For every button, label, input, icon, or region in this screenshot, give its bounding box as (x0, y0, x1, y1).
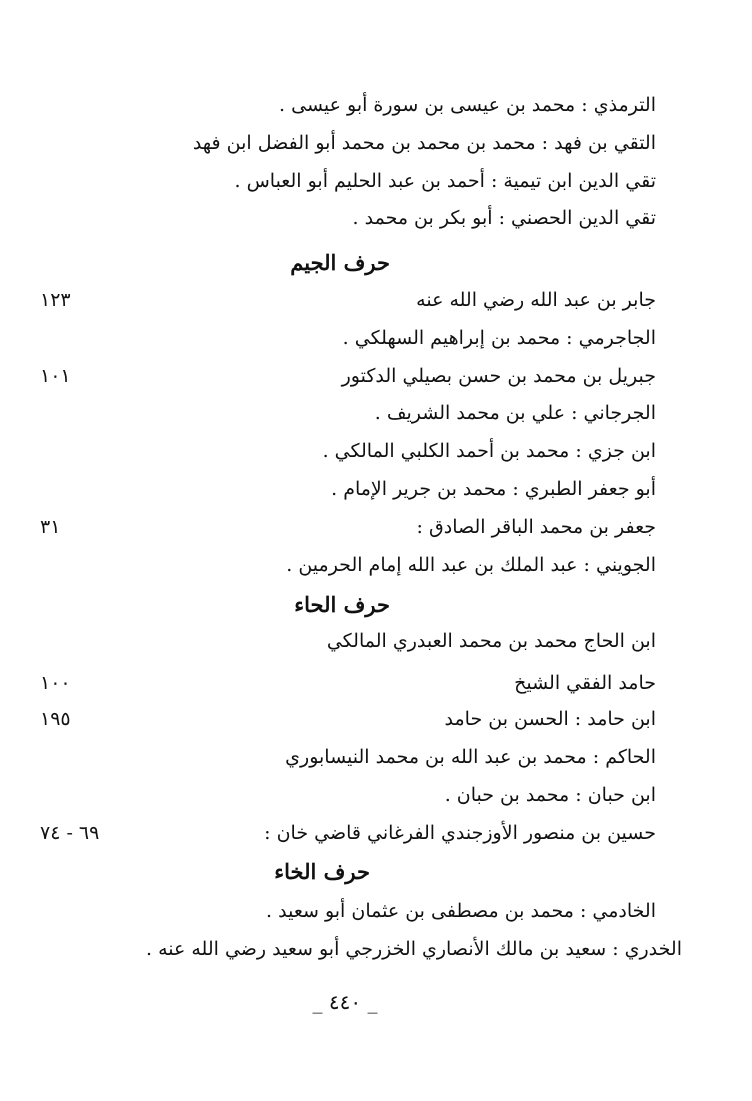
entry-name: الخادمي : محمد بن مصطفى بن عثمان أبو سعيد . (266, 900, 656, 922)
entry-name: حسين بن منصور الأوزجندي الفرغاني قاضي خان : (264, 822, 656, 844)
entry-name: تقي الدين الحصني : أبو بكر بن محمد . (352, 207, 656, 229)
index-entry (40, 814, 656, 852)
entry-name: الجويني : عبد الملك بن عبد الله إمام الحرمين . (286, 554, 656, 576)
index-entry (40, 432, 656, 470)
index-entry (40, 470, 656, 508)
index-entry (40, 394, 656, 432)
entry-page-ref: ١٠١ (40, 365, 71, 387)
index-entry (40, 700, 656, 738)
section-heading: حرف الخاء (274, 859, 370, 884)
entry-name: جابر بن عبد الله رضي الله عنه (416, 289, 656, 311)
entry-name: تقي الدين ابن تيمية : أحمد بن عبد الحليم أبو العباس . (234, 170, 656, 192)
entry-page-ref: ٦٩ - ٧٤ (40, 822, 100, 844)
entry-page-ref: ١٩٥ (40, 708, 71, 730)
entry-page-ref: ١٠٠ (40, 672, 71, 694)
entry-name: حامد الفقي الشيخ (514, 672, 656, 694)
index-entry (40, 546, 656, 584)
entry-name: ابن جزي : محمد بن أحمد الكلبي المالكي . (322, 440, 656, 462)
index-entry (40, 776, 656, 814)
entry-name: الجرجاني : علي بن محمد الشريف . (374, 402, 656, 424)
entry-name: الحاكم : محمد بن عبد الله بن محمد النيسابوري (285, 746, 656, 768)
index-entry (40, 124, 656, 162)
entry-name: الجاجرمي : محمد بن إبراهيم السهلكي . (342, 327, 656, 349)
entry-name: ابن حبان : محمد بن حبان . (444, 784, 656, 806)
section-heading: حرف الجيم (290, 250, 390, 275)
index-entry (40, 664, 656, 702)
entry-name: جعفر بن محمد الباقر الصادق : (416, 516, 656, 538)
entry-name: التقي بن فهد : محمد بن محمد بن محمد أبو الفضل ابن فهد (192, 132, 656, 154)
entry-name: ابن الحاج محمد بن محمد العبدري المالكي (326, 630, 656, 652)
entry-name: أبو جعفر الطبري : محمد بن جرير الإمام . (331, 478, 656, 500)
entry-name: الخدري : سعيد بن مالك الأنصاري الخزرجي أبو سعيد رضي الله عنه . (146, 938, 682, 960)
index-entry (40, 622, 656, 660)
index-entry (40, 930, 682, 968)
entry-name: جبريل بن محمد بن حسن بصيلي الدكتور (341, 365, 656, 387)
section-heading: حرف الحاء (294, 592, 390, 617)
index-entry (40, 319, 656, 357)
index-entry (40, 281, 656, 319)
index-entry (40, 357, 656, 395)
index-entry (40, 508, 656, 546)
entry-page-ref: ١٢٣ (40, 289, 71, 311)
index-entry (40, 162, 656, 200)
entry-page-ref: ٣١ (40, 516, 61, 538)
entry-name: الترمذي : محمد بن عيسى بن سورة أبو عيسى . (279, 94, 656, 116)
index-entry (40, 892, 656, 930)
index-entry (40, 86, 656, 124)
entry-name: ابن حامد : الحسن بن حامد (444, 708, 656, 730)
index-entry (40, 738, 656, 776)
index-entry (40, 199, 656, 237)
page-number: _ ٤٤٠ _ (312, 990, 378, 1014)
